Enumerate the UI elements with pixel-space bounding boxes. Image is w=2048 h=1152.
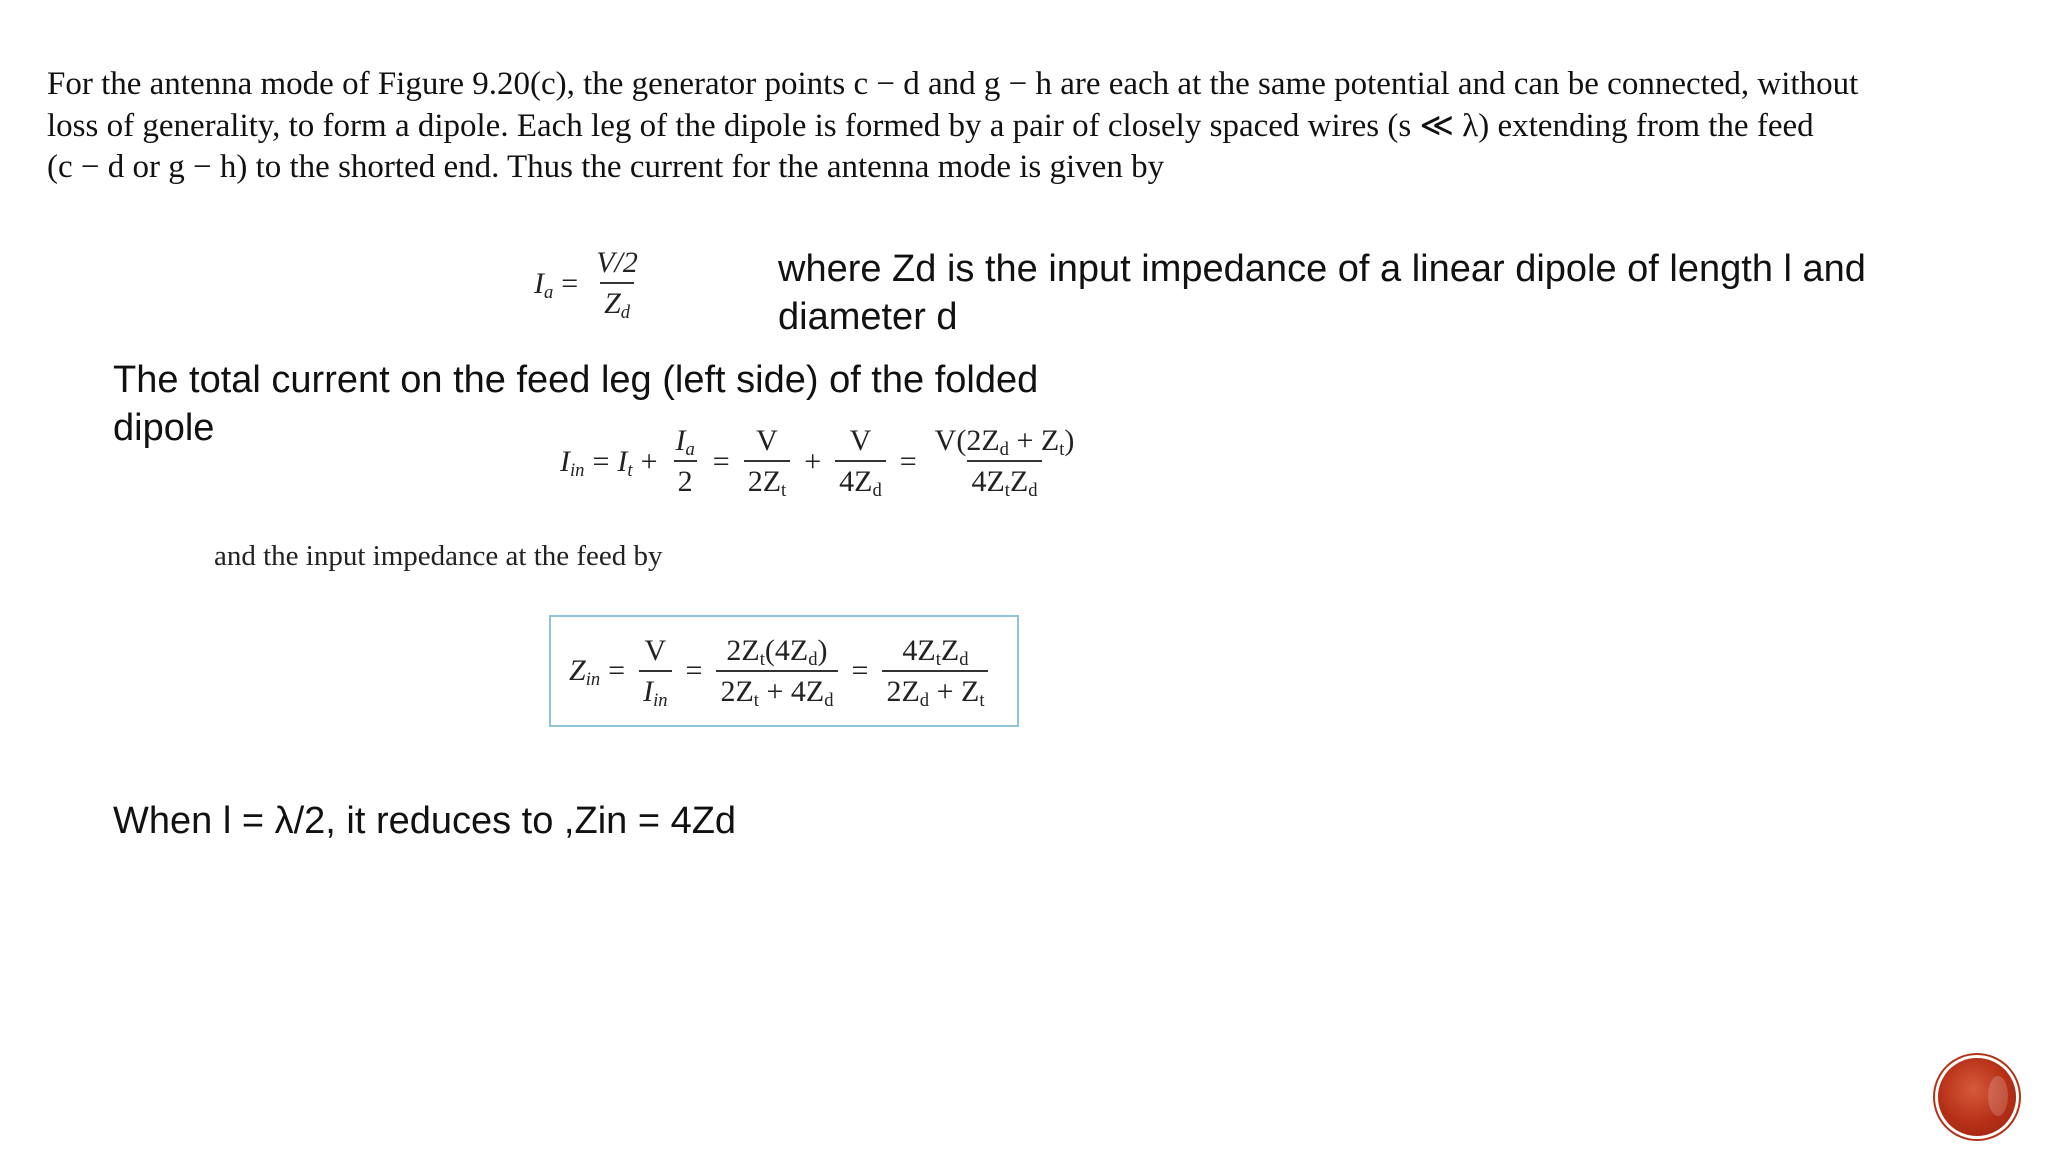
intro-line-1: For the antenna mode of Figure 9.20(c), the generator points c − d and g − h are each at the same potential and can be connected, without	[47, 66, 1859, 102]
eq-iin-frac-1: $\frac{I_a}{2}$	[675, 424, 695, 498]
intro-paragraph	[47, 64, 2007, 189]
input-impedance-intro: and the input impedance at the feed by	[214, 540, 663, 572]
equation-antenna-current: $I_a$ = $\frac{V/2}{Z_d}$	[534, 246, 648, 321]
slide-logo-icon	[1938, 1058, 2016, 1136]
eq-ia-fraction: $\frac{V/2}{Z_d}$	[596, 246, 638, 324]
eq-ia-lhs: $I_a$	[534, 266, 554, 303]
eq-zin-frac-3: $\frac{4Z_tZ_d}{2Z_d + Z_t}$	[882, 634, 988, 709]
total-line-2: dipole	[113, 407, 215, 449]
intro-line-2: loss of generality, to form a dipole. Each leg of the dipole is formed by a pair of closely spaced wires (s ≪ λ) extending from the feed	[47, 107, 1814, 144]
eq-iin-frac-4: $\frac{V(2Z_d + Z_t)}{4Z_tZ_d}$	[934, 424, 1075, 502]
eq-zin-frac-1: $\frac{V}{I_{in}}$	[639, 634, 671, 709]
equation-box-input-impedance	[549, 615, 1019, 727]
where-description	[778, 245, 1866, 341]
intro-line-3: (c − d or g − h) to the shorted end. Thus the current for the antenna mode is given by	[47, 149, 1165, 185]
eq-iin-frac-3: $\frac{V}{4Z_d}$	[835, 424, 886, 499]
logo-highlight	[1988, 1076, 2008, 1116]
where-line-2: diameter d	[778, 296, 958, 338]
total-line-1: The total current on the feed leg (left side) of the folded	[113, 359, 1039, 401]
half-wave-result: When l = λ/2, it reduces to ,Zin = 4Zd	[113, 800, 737, 842]
where-line-1: where Zd is the input impedance of a linear dipole of length l and	[778, 248, 1866, 290]
equation-input-impedance: $Z_{in}$ = $\frac{V}{I_{in}}$ = $\frac{2Z_t(4Z_d)}{2Z_t + 4Z_d}$ = $\frac{4Z_tZ_d}{2Z_d + Z_t}$	[569, 634, 994, 709]
eq-iin-frac-2: $\frac{V}{2Z_t}$	[744, 424, 791, 499]
equation-input-current: $I_{in}$ = $I_t$ + $\frac{I_a}{2}$ = $\frac{V}{2Z_t}$ + $\frac{V}{4Z_d}$ = $\frac{V(2Z_d + Z_t)}{4Z_tZ_d}$	[560, 424, 1084, 499]
eq-zin-frac-2: $\frac{2Z_t(4Z_d)}{2Z_t + 4Z_d}$	[716, 634, 837, 709]
